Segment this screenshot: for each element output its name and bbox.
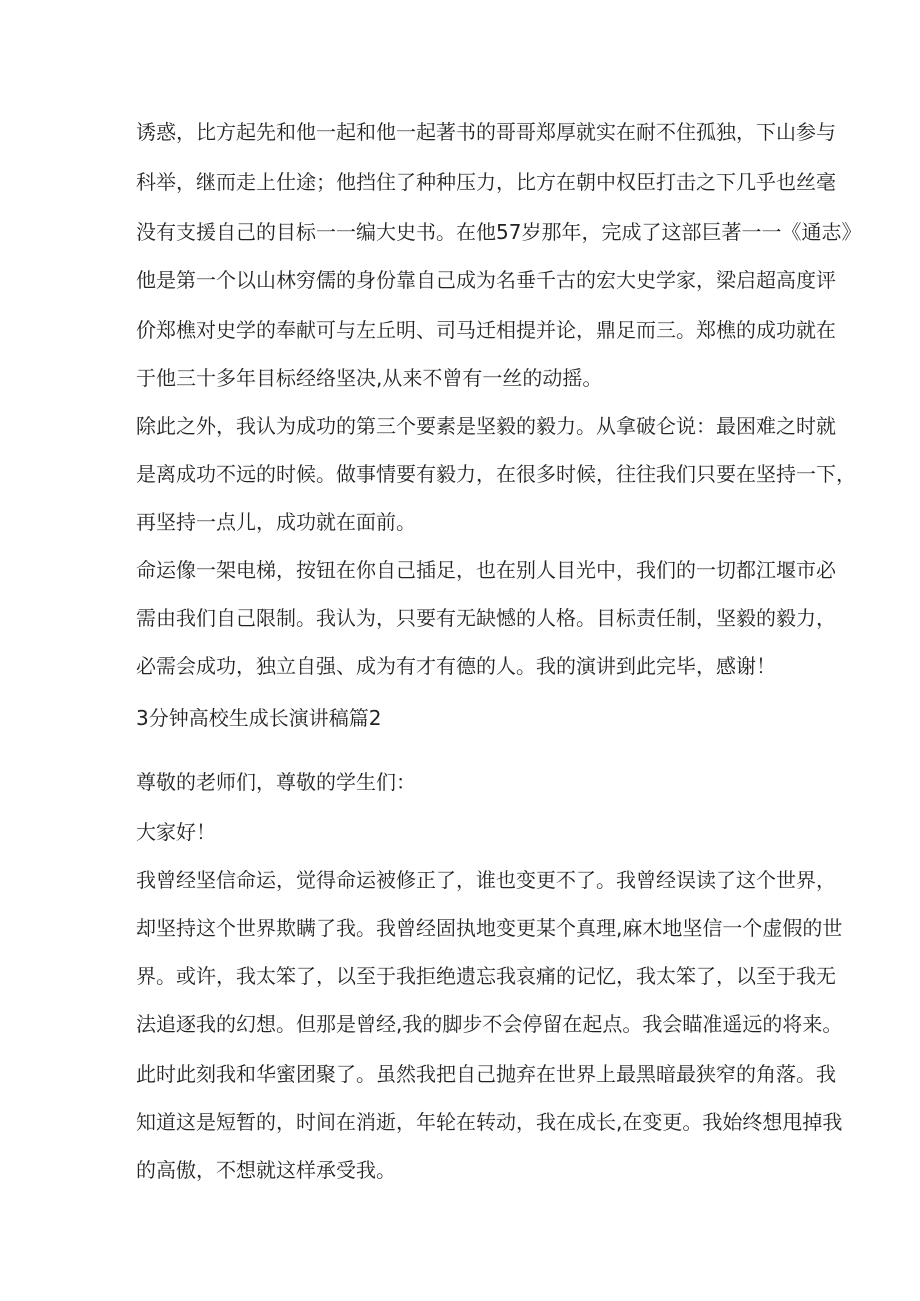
paragraph-line-8: 是离成功不远的时候。做事情要有毅力，在很多时候，往往我们只要在坚持一下， [136, 462, 856, 486]
salutation-line: 大家好！ [136, 820, 216, 844]
paragraph-line-16: 我曾经坚信命运，觉得命运被修正了，谁也变更不了。我曾经误读了这个世界， [136, 868, 836, 892]
paragraph-line-17: 却坚持这个世界欺瞒了我。我曾经固执地变更某个真理,麻木地坚信一个虚假的世 [136, 916, 843, 940]
paragraph-line-3: 没有支援自己的目标一一编大史书。在他57岁那年，完成了这部巨著一一《通志》 [136, 220, 862, 244]
section-heading: 3分钟高校生成长演讲稿篇2 [136, 706, 382, 730]
paragraph-line-12: 必需会成功，独立自强、成为有才有德的人。我的演讲到此完毕，感谢！ [136, 654, 776, 678]
paragraph-line-10: 命运像一架电梯，按钮在你自己插足，也在别人目光中，我们的一切都江堰市必 [136, 558, 836, 582]
paragraph-line-5: 价郑樵对史学的奉献可与左丘明、司马迁相提并论，鼎足而三。郑樵的成功就在 [136, 318, 836, 342]
paragraph-line-19: 法追逐我的幻想。但那是曾经,我的脚步不会停留在起点。我会瞄准遥远的将来。 [136, 1012, 843, 1036]
paragraph-line-1: 诱惑，比方起先和他一起和他一起著书的哥哥郑厚就实在耐不住孤独，下山参与 [136, 120, 836, 144]
paragraph-line-22: 的高傲，不想就这样承受我。 [136, 1158, 396, 1182]
paragraph-line-11: 需由我们自己限制。我认为，只要有无缺憾的人格。目标责任制，坚毅的毅力， [136, 606, 836, 630]
paragraph-line-9: 再坚持一点儿，成功就在面前。 [136, 510, 416, 534]
paragraph-line-18: 界。或许，我太笨了，以至于我拒绝遗忘我哀痛的记忆，我太笨了，以至于我无 [136, 964, 836, 988]
paragraph-line-6: 于他三十多年目标经络坚决,从来不曾有一丝的动摇。 [136, 366, 603, 390]
paragraph-line-2: 科举，继而走上仕途；他挡住了种种压力，比方在朝中权臣打击之下几乎也丝毫 [136, 170, 836, 194]
paragraph-line-21: 知道这是短暂的，时间在消逝，年轮在转动，我在成长,在变更。我始终想甩掉我 [136, 1110, 843, 1134]
paragraph-line-7: 除此之外，我认为成功的第三个要素是坚毅的毅力。从拿破仑说：最困难之时就 [136, 414, 836, 438]
paragraph-line-20: 此时此刻我和华蜜团聚了。虽然我把自己抛弃在世界上最黑暗最狭窄的角落。我 [136, 1062, 836, 1086]
paragraph-line-4: 他是第一个以山林穷儒的身份靠自己成为名垂千古的宏大史学家，梁启超高度评 [136, 268, 836, 292]
greeting-line: 尊敬的老师们，尊敬的学生们： [136, 770, 416, 794]
